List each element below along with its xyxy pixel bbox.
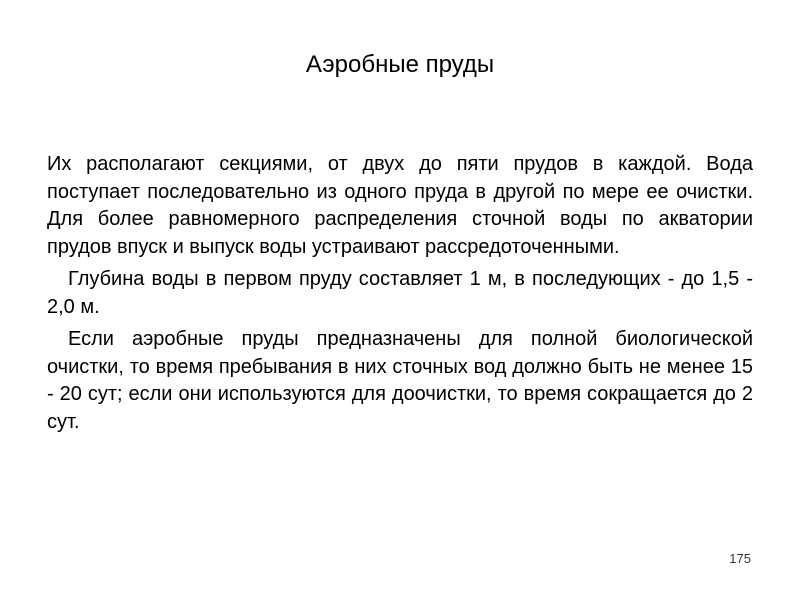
paragraph-retention-time: Если аэробные пруды предназначены для полной биологической очистки, то время пребывания в них сточных вод должно быть не менее 15 - 20 сут; если они используются для доочистки, то время сокращается до 2 сут.: [47, 328, 753, 433]
paragraph-water-depth: Глубина воды в первом пруду составляет 1 м, в последующих - до 1,5 - 2,0 м.: [47, 268, 753, 318]
page-number: 175: [729, 551, 751, 566]
paragraph-sections: Их располагают секциями, от двух до пяти прудов в каждой. Вода поступает последовательно из одного пруда в другой по мере ее очистки. Для более равномерного распределения сточной воды по акватории прудов впуск и выпуск воды устраивают рассредоточенными.: [47, 153, 753, 258]
slide-title: Аэробные пруды: [305, 51, 495, 78]
slide-body: [47, 151, 753, 436]
